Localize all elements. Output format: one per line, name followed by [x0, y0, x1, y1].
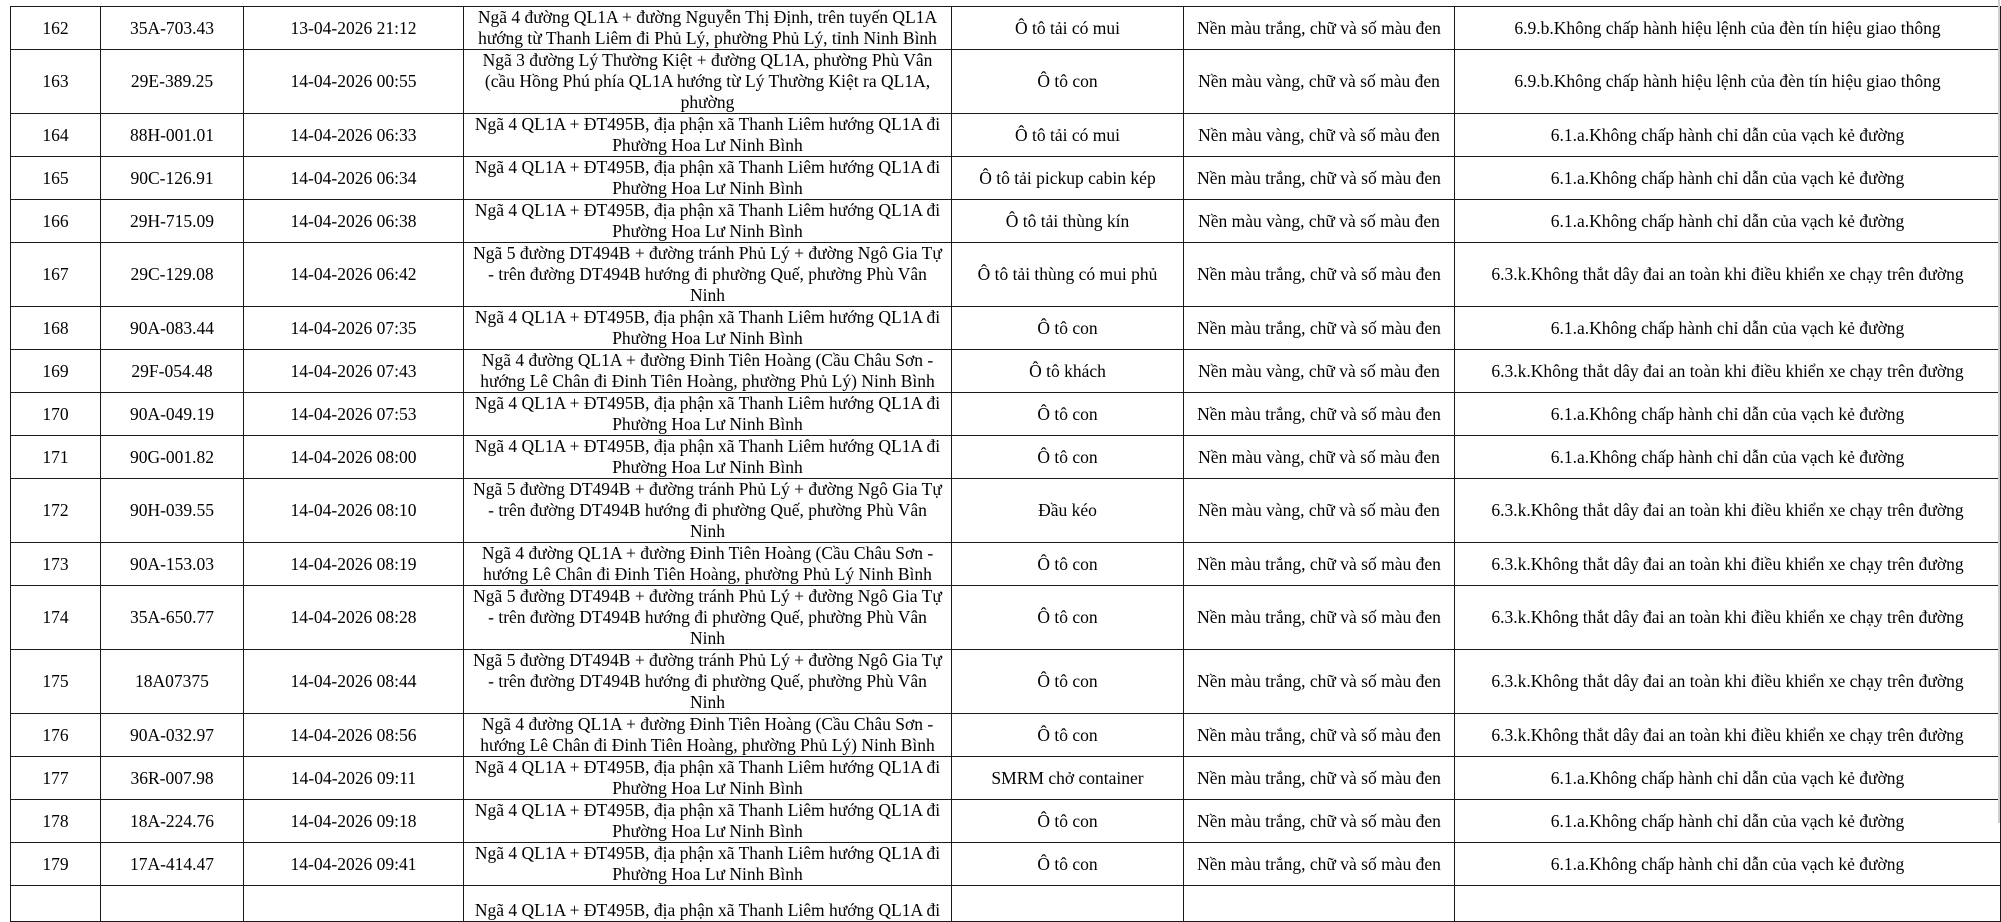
row-number-cell[interactable]: 178 [11, 800, 101, 843]
time-cell[interactable]: 14-04-2026 08:00 [244, 436, 464, 479]
plate-color-cell[interactable]: Nền màu vàng, chữ và số màu đen [1184, 200, 1455, 243]
row-number-cell[interactable]: 167 [11, 243, 101, 307]
row-number-cell[interactable]: 169 [11, 350, 101, 393]
time-cell[interactable]: 14-04-2026 06:34 [244, 157, 464, 200]
vehicle-type-cell[interactable]: Ô tô con [952, 50, 1184, 114]
violation-cell[interactable]: 6.3.k.Không thắt dây đai an toàn khi điều khiển xe chạy trên đường [1455, 714, 2001, 757]
partial-location-text: Ngã 4 QL1A + ĐT495B, địa phận xã Thanh Liêm hướng QL1A đi [474, 900, 941, 920]
row-number-cell[interactable]: 176 [11, 714, 101, 757]
vehicle-type-cell[interactable]: Ô tô con [952, 436, 1184, 479]
location-cell[interactable]: Ngã 4 QL1A + ĐT495B, địa phận xã Thanh Liêm hướng QL1A đi Phường Hoa Lư Ninh Bình [464, 307, 952, 350]
violation-cell[interactable]: 6.1.a.Không chấp hành chỉ dẫn của vạch kẻ đường [1455, 114, 2001, 157]
row-number-cell[interactable]: 164 [11, 114, 101, 157]
table-row [11, 757, 2001, 800]
time-cell[interactable]: 13-04-2026 21:12 [244, 7, 464, 50]
location-cell[interactable]: Ngã 5 đường DT494B + đường tránh Phủ Lý + đường Ngô Gia Tự - trên đường DT494B hướng đi phường Quế, phường Phù Vân Ninh [464, 650, 952, 714]
violation-cell[interactable]: 6.1.a.Không chấp hành chỉ dẫn của vạch kẻ đường [1455, 436, 2001, 479]
vehicle-type-cell[interactable]: Ô tô con [952, 714, 1184, 757]
time-cell[interactable]: 14-04-2026 09:41 [244, 843, 464, 886]
table-row [11, 200, 2001, 243]
violation-cell[interactable]: 6.3.k.Không thắt dây đai an toàn khi điều khiển xe chạy trên đường [1455, 243, 2001, 307]
violation-cell[interactable]: 6.3.k.Không thắt dây đai an toàn khi điều khiển xe chạy trên đường [1455, 586, 2001, 650]
empty-cell[interactable] [1184, 886, 1455, 922]
location-cell[interactable]: Ngã 4 đường QL1A + đường Đinh Tiên Hoàng (Cầu Châu Sơn - hướng Lê Chân đi Đinh Tiên Hoàng, phường Phủ Lý) Ninh Bình [464, 350, 952, 393]
table-row [11, 543, 2001, 586]
row-number-cell[interactable]: 177 [11, 757, 101, 800]
plate-color-cell[interactable]: Nền màu trắng, chữ và số màu đen [1184, 243, 1455, 307]
plate-color-cell[interactable]: Nền màu vàng, chữ và số màu đen [1184, 479, 1455, 543]
location-cell[interactable]: Ngã 5 đường DT494B + đường tránh Phủ Lý + đường Ngô Gia Tự - trên đường DT494B hướng đi phường Quế, phường Phù Vân Ninh [464, 479, 952, 543]
time-cell[interactable]: 14-04-2026 07:43 [244, 350, 464, 393]
location-cell[interactable]: Ngã 5 đường DT494B + đường tránh Phủ Lý + đường Ngô Gia Tự - trên đường DT494B hướng đi phường Quế, phường Phù Vân Ninh [464, 586, 952, 650]
plate-cell[interactable]: 29F-054.48 [101, 350, 244, 393]
plate-color-cell[interactable]: Nền màu trắng, chữ và số màu đen [1184, 843, 1455, 886]
plate-color-cell[interactable]: Nền màu vàng, chữ và số màu đen [1184, 436, 1455, 479]
violation-cell[interactable]: 6.3.k.Không thắt dây đai an toàn khi điều khiển xe chạy trên đường [1455, 543, 2001, 586]
plate-color-cell[interactable]: Nền màu trắng, chữ và số màu đen [1184, 157, 1455, 200]
plate-color-cell[interactable]: Nền màu trắng, chữ và số màu đen [1184, 650, 1455, 714]
plate-cell[interactable]: 90H-039.55 [101, 479, 244, 543]
vehicle-type-cell[interactable]: Ô tô con [952, 843, 1184, 886]
table-row [11, 50, 2001, 114]
row-number-cell[interactable]: 168 [11, 307, 101, 350]
row-number-cell[interactable]: 175 [11, 650, 101, 714]
table-row [11, 350, 2001, 393]
vehicle-type-cell[interactable]: Ô tô khách [952, 350, 1184, 393]
location-cell[interactable]: Ngã 4 QL1A + ĐT495B, địa phận xã Thanh Liêm hướng QL1A đi Phường Hoa Lư Ninh Bình [464, 800, 952, 843]
row-number-cell[interactable]: 174 [11, 586, 101, 650]
table-row-partial [11, 886, 2001, 922]
vehicle-type-cell[interactable]: Ô tô con [952, 800, 1184, 843]
violation-cell[interactable]: 6.9.b.Không chấp hành hiệu lệnh của đèn tín hiệu giao thông [1455, 50, 2001, 114]
time-cell[interactable]: 14-04-2026 08:56 [244, 714, 464, 757]
table-row [11, 7, 2001, 50]
table-row [11, 843, 2001, 886]
plate-cell[interactable]: 17A-414.47 [101, 843, 244, 886]
plate-color-cell[interactable]: Nền màu trắng, chữ và số màu đen [1184, 543, 1455, 586]
plate-cell[interactable]: 90A-153.03 [101, 543, 244, 586]
time-cell[interactable]: 14-04-2026 06:42 [244, 243, 464, 307]
window-edge [1998, 0, 2000, 823]
violation-cell[interactable]: 6.1.a.Không chấp hành chỉ dẫn của vạch kẻ đường [1455, 157, 2001, 200]
vehicle-type-cell[interactable]: Ô tô tải có mui [952, 7, 1184, 50]
plate-color-cell[interactable]: Nền màu trắng, chữ và số màu đen [1184, 586, 1455, 650]
location-cell[interactable]: Ngã 5 đường DT494B + đường tránh Phủ Lý + đường Ngô Gia Tự - trên đường DT494B hướng đi phường Quế, phường Phù Vân Ninh [464, 243, 952, 307]
row-number-cell[interactable]: 172 [11, 479, 101, 543]
time-cell[interactable]: 14-04-2026 00:55 [244, 50, 464, 114]
row-number-cell[interactable]: 163 [11, 50, 101, 114]
plate-color-cell[interactable]: Nền màu trắng, chữ và số màu đen [1184, 7, 1455, 50]
table-row [11, 436, 2001, 479]
row-number-cell[interactable]: 179 [11, 843, 101, 886]
vehicle-type-cell[interactable]: Ô tô tải thùng kín [952, 200, 1184, 243]
plate-cell[interactable]: 90C-126.91 [101, 157, 244, 200]
spreadsheet-view [10, 0, 2000, 920]
time-cell[interactable]: 14-04-2026 09:11 [244, 757, 464, 800]
plate-color-cell[interactable]: Nền màu trắng, chữ và số màu đen [1184, 714, 1455, 757]
violation-cell[interactable]: 6.1.a.Không chấp hành chỉ dẫn của vạch kẻ đường [1455, 843, 2001, 886]
empty-cell[interactable] [244, 886, 464, 922]
violation-cell[interactable]: 6.9.b.Không chấp hành hiệu lệnh của đèn tín hiệu giao thông [1455, 7, 2001, 50]
location-cell[interactable]: Ngã 4 QL1A + ĐT495B, địa phận xã Thanh Liêm hướng QL1A đi Phường Hoa Lư Ninh Bình [464, 200, 952, 243]
table-row [11, 157, 2001, 200]
table-row [11, 650, 2001, 714]
plate-cell[interactable]: 90A-049.19 [101, 393, 244, 436]
location-cell[interactable]: Ngã 4 QL1A + ĐT495B, địa phận xã Thanh Liêm hướng QL1A đi Phường Hoa Lư Ninh Bình [464, 757, 952, 800]
plate-cell[interactable]: 18A-224.76 [101, 800, 244, 843]
time-cell[interactable]: 14-04-2026 06:33 [244, 114, 464, 157]
row-number-cell[interactable]: 165 [11, 157, 101, 200]
violation-cell[interactable]: 6.3.k.Không thắt dây đai an toàn khi điều khiển xe chạy trên đường [1455, 350, 2001, 393]
location-cell[interactable]: Ngã 4 QL1A + ĐT495B, địa phận xã Thanh Liêm hướng QL1A đi Phường Hoa Lư Ninh Bình [464, 843, 952, 886]
violation-cell[interactable]: 6.1.a.Không chấp hành chỉ dẫn của vạch kẻ đường [1455, 307, 2001, 350]
row-number-cell[interactable]: 170 [11, 393, 101, 436]
row-number-cell[interactable]: 171 [11, 436, 101, 479]
vehicle-type-cell[interactable]: Ô tô con [952, 650, 1184, 714]
plate-color-cell[interactable]: Nền màu vàng, chữ và số màu đen [1184, 50, 1455, 114]
location-cell[interactable]: Ngã 4 QL1A + ĐT495B, địa phận xã Thanh Liêm hướng QL1A đi Phường Hoa Lư Ninh Bình [464, 393, 952, 436]
plate-cell[interactable]: 18A07375 [101, 650, 244, 714]
table-row [11, 243, 2001, 307]
location-cell[interactable]: Ngã 4 QL1A + ĐT495B, địa phận xã Thanh Liêm hướng QL1A đi Phường Hoa Lư Ninh Bình [464, 157, 952, 200]
plate-cell[interactable]: 90A-032.97 [101, 714, 244, 757]
violation-cell[interactable]: 6.1.a.Không chấp hành chỉ dẫn của vạch kẻ đường [1455, 757, 2001, 800]
plate-cell[interactable]: 90A-083.44 [101, 307, 244, 350]
violations-table [10, 6, 2001, 922]
vehicle-type-cell[interactable]: Ô tô con [952, 586, 1184, 650]
table-row [11, 800, 2001, 843]
time-cell[interactable]: 14-04-2026 07:35 [244, 307, 464, 350]
location-cell[interactable]: Ngã 3 đường Lý Thường Kiệt + đường QL1A, phường Phù Vân (cầu Hồng Phú phía QL1A hướng từ Lý Thường Kiệt ra QL1A, phường [464, 50, 952, 114]
location-cell[interactable]: Ngã 4 đường QL1A + đường Nguyễn Thị Định, trên tuyến QL1A hướng từ Thanh Liêm đi Phủ Lý, phường Phủ Lý, tỉnh Ninh Bình [464, 7, 952, 50]
time-cell[interactable]: 14-04-2026 08:44 [244, 650, 464, 714]
location-cell[interactable]: Ngã 4 đường QL1A + đường Đinh Tiên Hoàng (Cầu Châu Sơn - hướng Lê Chân đi Đinh Tiên Hoàng, phường Phủ Lý) Ninh Bình [464, 714, 952, 757]
violation-cell[interactable]: 6.1.a.Không chấp hành chỉ dẫn của vạch kẻ đường [1455, 393, 2001, 436]
plate-color-cell[interactable]: Nền màu trắng, chữ và số màu đen [1184, 757, 1455, 800]
time-cell[interactable]: 14-04-2026 07:53 [244, 393, 464, 436]
location-cell[interactable] [464, 886, 952, 922]
plate-cell[interactable]: 88H-001.01 [101, 114, 244, 157]
plate-color-cell[interactable]: Nền màu vàng, chữ và số màu đen [1184, 350, 1455, 393]
location-cell[interactable]: Ngã 4 QL1A + ĐT495B, địa phận xã Thanh Liêm hướng QL1A đi Phường Hoa Lư Ninh Bình [464, 114, 952, 157]
plate-color-cell[interactable]: Nền màu vàng, chữ và số màu đen [1184, 114, 1455, 157]
vehicle-type-cell[interactable]: Đầu kéo [952, 479, 1184, 543]
table-row [11, 307, 2001, 350]
row-number-cell[interactable]: 173 [11, 543, 101, 586]
violation-cell[interactable]: 6.3.k.Không thắt dây đai an toàn khi điều khiển xe chạy trên đường [1455, 479, 2001, 543]
plate-cell[interactable]: 35A-650.77 [101, 586, 244, 650]
plate-cell[interactable]: 36R-007.98 [101, 757, 244, 800]
empty-cell[interactable] [101, 886, 244, 922]
violation-cell[interactable]: 6.3.k.Không thắt dây đai an toàn khi điều khiển xe chạy trên đường [1455, 650, 2001, 714]
table-row [11, 393, 2001, 436]
location-cell[interactable]: Ngã 4 đường QL1A + đường Đinh Tiên Hoàng (Cầu Châu Sơn - hướng Lê Chân đi Đinh Tiên Hoàng, phường Phủ Lý Ninh Bình [464, 543, 952, 586]
plate-cell[interactable]: 29H-715.09 [101, 200, 244, 243]
plate-cell[interactable]: 29E-389.25 [101, 50, 244, 114]
time-cell[interactable]: 14-04-2026 08:10 [244, 479, 464, 543]
table-row [11, 114, 2001, 157]
vehicle-type-cell[interactable]: Ô tô tải thùng có mui phủ [952, 243, 1184, 307]
time-cell[interactable]: 14-04-2026 06:38 [244, 200, 464, 243]
empty-cell[interactable] [11, 886, 101, 922]
row-number-cell[interactable]: 166 [11, 200, 101, 243]
row-number-cell[interactable]: 162 [11, 7, 101, 50]
vehicle-type-cell[interactable]: Ô tô tải pickup cabin kép [952, 157, 1184, 200]
vehicle-type-cell[interactable]: Ô tô tải có mui [952, 114, 1184, 157]
time-cell[interactable]: 14-04-2026 08:19 [244, 543, 464, 586]
plate-color-cell[interactable]: Nền màu trắng, chữ và số màu đen [1184, 393, 1455, 436]
empty-cell[interactable] [1455, 886, 2001, 922]
table-row [11, 479, 2001, 543]
vehicle-type-cell[interactable]: Ô tô con [952, 393, 1184, 436]
vehicle-type-cell[interactable]: Ô tô con [952, 543, 1184, 586]
time-cell[interactable]: 14-04-2026 08:28 [244, 586, 464, 650]
empty-cell[interactable] [952, 886, 1184, 922]
plate-cell[interactable]: 90G-001.82 [101, 436, 244, 479]
table-row [11, 586, 2001, 650]
plate-cell[interactable]: 35A-703.43 [101, 7, 244, 50]
vehicle-type-cell[interactable]: Ô tô con [952, 307, 1184, 350]
violation-cell[interactable]: 6.1.a.Không chấp hành chỉ dẫn của vạch kẻ đường [1455, 800, 2001, 843]
vehicle-type-cell[interactable]: SMRM chở container [952, 757, 1184, 800]
plate-color-cell[interactable]: Nền màu trắng, chữ và số màu đen [1184, 307, 1455, 350]
plate-cell[interactable]: 29C-129.08 [101, 243, 244, 307]
plate-color-cell[interactable]: Nền màu trắng, chữ và số màu đen [1184, 800, 1455, 843]
violation-cell[interactable]: 6.1.a.Không chấp hành chỉ dẫn của vạch kẻ đường [1455, 200, 2001, 243]
table-row [11, 714, 2001, 757]
time-cell[interactable]: 14-04-2026 09:18 [244, 800, 464, 843]
location-cell[interactable]: Ngã 4 QL1A + ĐT495B, địa phận xã Thanh Liêm hướng QL1A đi Phường Hoa Lư Ninh Bình [464, 436, 952, 479]
